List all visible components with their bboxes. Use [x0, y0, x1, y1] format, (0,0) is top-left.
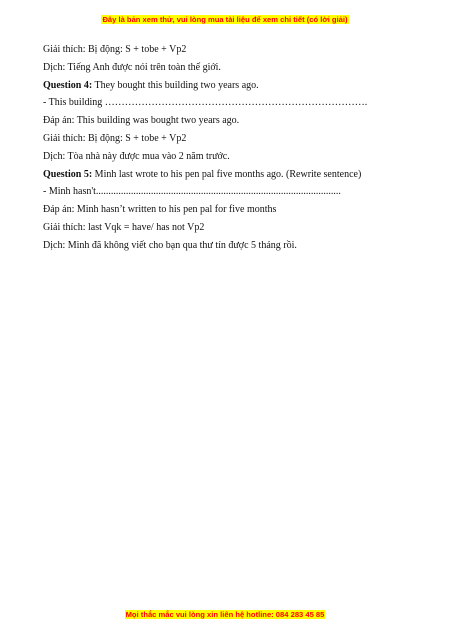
- question-4-text: They bought this building two years ago.: [92, 79, 259, 91]
- question-4-label: Question 4:: [43, 79, 93, 91]
- translation-line: Dịch: Tiếng Anh được nói trên toàn thế giới.: [43, 61, 221, 73]
- question-5-text: Minh last wrote to his pen pal five months ago. (Rewrite sentence): [92, 168, 362, 180]
- preview-notice-text: Đây là bản xem thử, vui lòng mua tài liệu để xem chi tiết (có lời giải): [102, 15, 348, 24]
- preview-notice-banner: [0, 15, 450, 25]
- question-5-explanation: Giải thích: last Vqk = have/ has not Vp2: [43, 221, 205, 233]
- question-5-blank: - Minh hasn't..................................................................................................: [43, 186, 341, 198]
- hotline-banner: [0, 610, 450, 620]
- question-5: [43, 166, 413, 184]
- question-4-blank: - This building …………………………………………………………………….: [43, 97, 368, 109]
- question-4: [43, 77, 413, 95]
- question-4-answer: Đáp án: This building was bought two years ago.: [43, 115, 240, 127]
- question-5-translation: Dịch: Minh đã không viết cho bạn qua thư tín được 5 tháng rồi.: [43, 239, 297, 251]
- document-body: [43, 41, 413, 255]
- question-5-label: Question 5:: [43, 168, 93, 180]
- question-4-explanation: Giải thích: Bị động: S + tobe + Vp2: [43, 132, 187, 144]
- hotline-text: Mọi thắc mắc vui lòng xin liên hệ hotline: 084 283 45 85: [125, 610, 325, 619]
- question-5-answer: Đáp án: Minh hasn’t written to his pen pal for five months: [43, 204, 277, 216]
- explanation-line: Giải thích: Bị động: S + tobe + Vp2: [43, 44, 187, 55]
- question-4-translation: Dịch: Tòa nhà này được mua vào 2 năm trước.: [43, 150, 230, 162]
